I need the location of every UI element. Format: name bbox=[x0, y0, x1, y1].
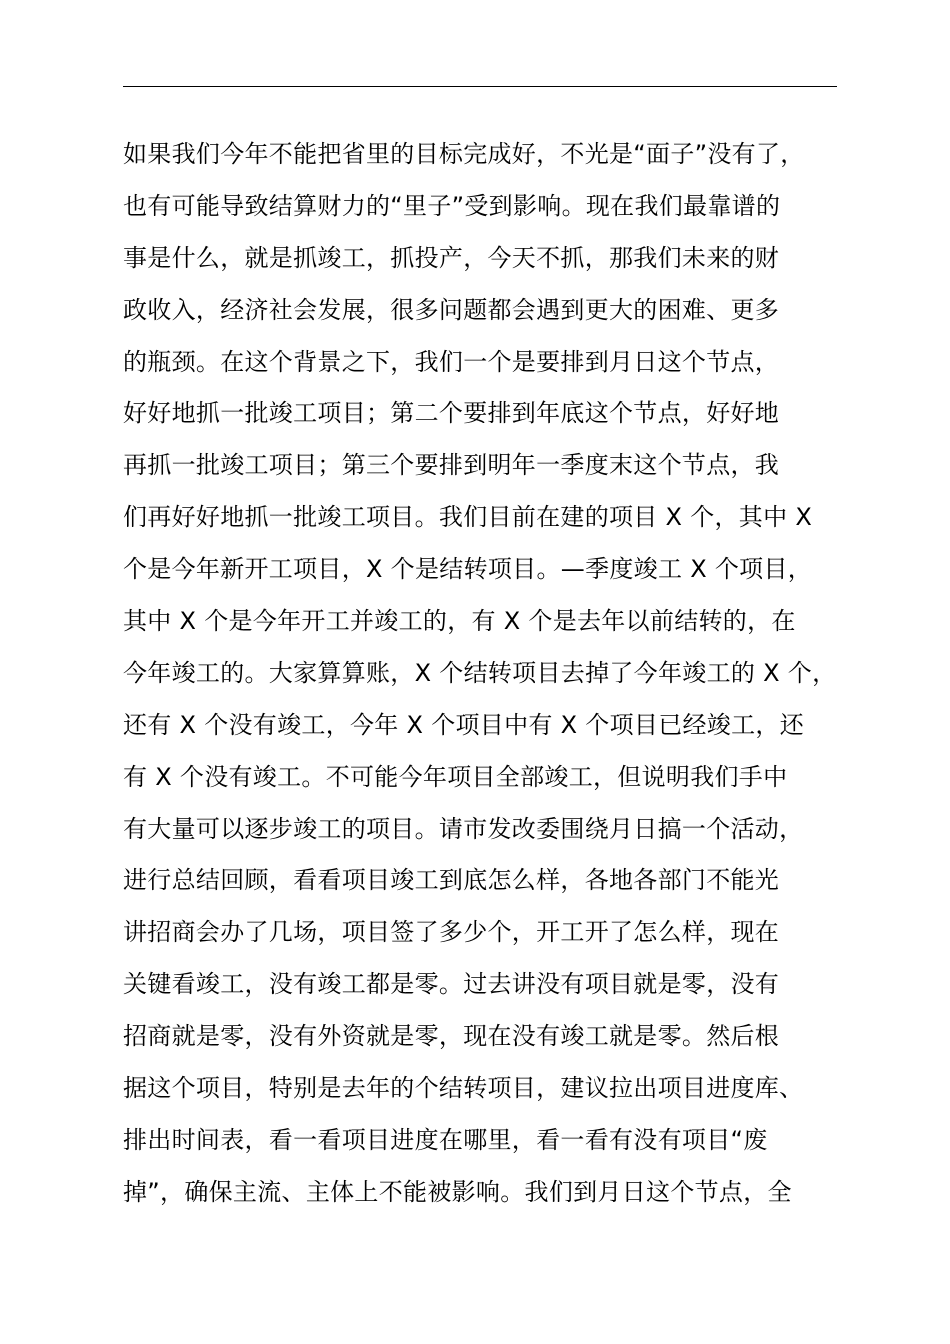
text-line: 招商就是零，没有外资就是零，现在没有竣工就是零。然后根 bbox=[123, 1022, 780, 1051]
text-line: 还有 X 个没有竣工，今年 X 个项目中有 X 个项目已经竣工，还 bbox=[123, 710, 804, 739]
text-line: 有 X 个没有竣工。不可能今年项目全部竣工，但说明我们手中 bbox=[123, 762, 788, 791]
text-line: 有大量可以逐步竣工的项目。请市发改委围绕月日搞一个活动， bbox=[123, 814, 804, 843]
text-line: 们再好好地抓一批竣工项目。我们目前在建的项目 X 个，其中 X bbox=[123, 503, 813, 532]
text-line: 的瓶颈。在这个背景之下，我们一个是要排到月日这个节点， bbox=[123, 347, 780, 376]
text-line: 再抓一批竣工项目；第三个要排到明年一季度末这个节点，我 bbox=[123, 451, 780, 480]
text-line: 如果我们今年不能把省里的目标完成好，不光是“面子”没有了， bbox=[123, 140, 805, 168]
text-line: 排出时间表，看一看项目进度在哪里，看一看有没有项目“废 bbox=[123, 1125, 768, 1154]
header-rule bbox=[123, 86, 837, 87]
text-line: 事是什么，就是抓竣工，抓投产，今天不抓，那我们未来的财 bbox=[123, 243, 780, 272]
text-line: 政收入，经济社会发展，很多问题都会遇到更大的困难、更多 bbox=[123, 295, 780, 324]
text-line: 据这个项目，特别是去年的个结转项目，建议拉出项目进度库、 bbox=[123, 1074, 804, 1103]
text-line: 也有可能导致结算财力的“里子”受到影响。现在我们最靠谱的 bbox=[123, 191, 781, 220]
text-line: 好好地抓一批竣工项目；第二个要排到年底这个节点，好好地 bbox=[123, 399, 780, 428]
text-line: 讲招商会办了几场，项目签了多少个，开工开了怎么样，现在 bbox=[123, 918, 780, 947]
text-line: 个是今年新开工项目，X 个是结转项目。—季度竣工 X 个项目， bbox=[123, 555, 813, 584]
text-line: 其中 X 个是今年开工并竣工的，有 X 个是去年以前结转的，在 bbox=[123, 607, 796, 636]
text-line: 今年竣工的。大家算算账，X 个结转项目去掉了今年竣工的 X 个， bbox=[123, 658, 837, 687]
body-text bbox=[123, 129, 863, 1219]
text-line: 掉”，确保主流、主体上不能被影响。我们到月日这个节点，全 bbox=[123, 1177, 792, 1206]
text-line: 进行总结回顾，看看项目竣工到底怎么样，各地各部门不能光 bbox=[123, 866, 780, 895]
text-line: 关键看竣工，没有竣工都是零。过去讲没有项目就是零，没有 bbox=[123, 970, 780, 999]
